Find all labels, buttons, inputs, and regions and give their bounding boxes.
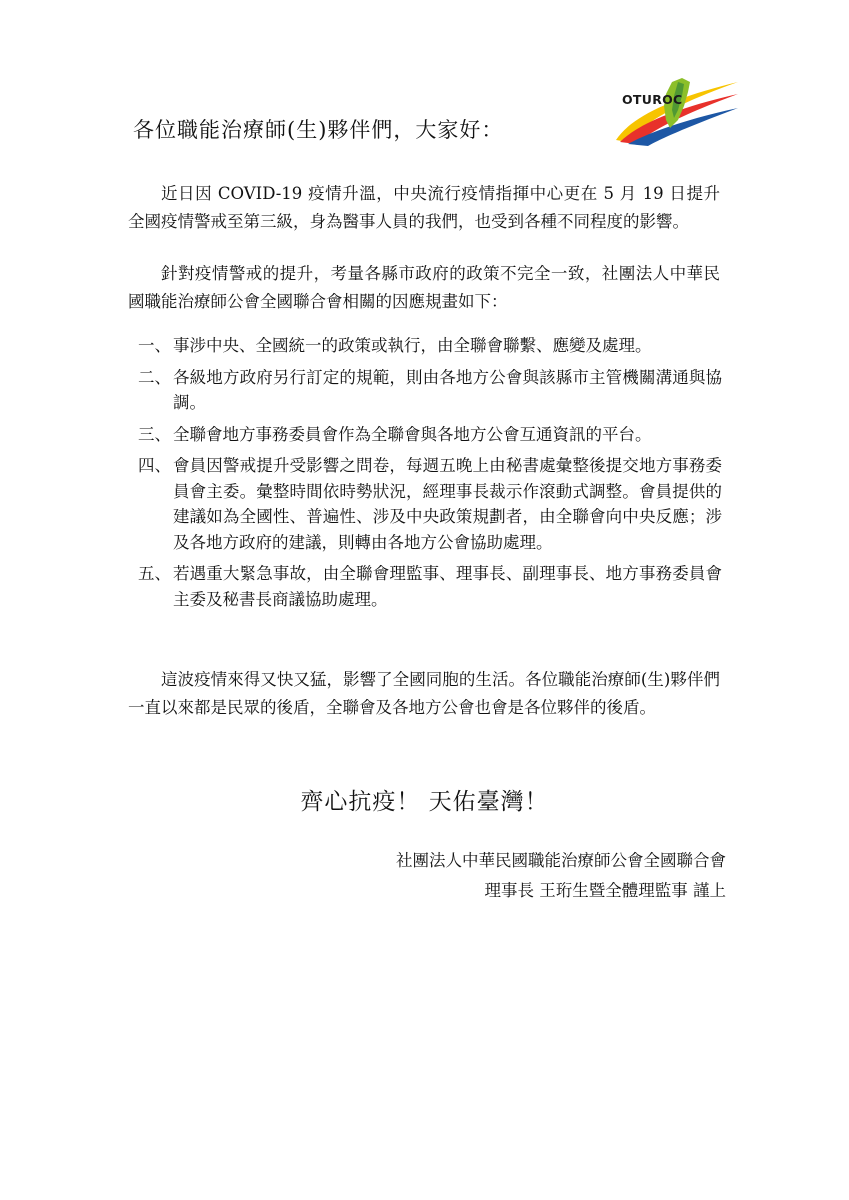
- policy-paragraph: 針對疫情警戒的提升，考量各縣市政府的政策不完全一致，社團法人中華民國職能治療師公會全國聯合會相關的因應規畫如下：: [128, 264, 720, 311]
- list-item-text: 若遇重大緊急事故，由全聯會理監事、理事長、副理事長、地方事務委員會主委及秘書長商議協助處理。: [173, 564, 722, 609]
- closing-paragraph: 這波疫情來得又快又猛，影響了全國同胞的生活。各位職能治療師(生)夥伴們一直以來都是民眾的後盾，全聯會及各地方公會也會是各位夥伴的後盾。: [128, 670, 720, 717]
- list-item: [138, 422, 722, 448]
- list-item-text: 事涉中央、全國統一的政策或執行，由全聯會聯繫、應變及處理。: [173, 336, 652, 355]
- list-item-number: 一、: [138, 336, 171, 355]
- list-item-text: 全聯會地方事務委員會作為全聯會與各地方公會互通資訊的平台。: [173, 424, 652, 444]
- list-item: [138, 561, 722, 612]
- list-item-text: 各級地方政府另行訂定的規範，則由各地方公會與該縣市主管機關溝通與協調。: [173, 367, 722, 412]
- list-item-number: 五、: [138, 564, 171, 583]
- signature-organization: 社團法人中華民國職能治療師公會全國聯合會: [396, 851, 726, 870]
- taiwan-swoosh-logo-icon: [612, 76, 742, 148]
- greeting-heading: 各位職能治療師(生)夥伴們，大家好：: [133, 118, 504, 142]
- signature-signer: 理事長 王珩生暨全體理監事 謹上: [484, 881, 726, 900]
- signature-block: [300, 846, 726, 906]
- list-item-number: 二、: [138, 367, 171, 387]
- intro-paragraph: 近日因 COVID-19 疫情升溫，中央流行疫情指揮中心更在 5 月 19 日提升全國疫情警戒至第三級，身為醫事人員的我們，也受到各種不同程度的影響。: [128, 184, 720, 231]
- list-item-number: 四、: [138, 456, 171, 475]
- list-item-text: 會員因警戒提升受影響之問卷，每週五晚上由秘書處彙整後提交地方事務委員會主委。彙整時間依時勢狀況，經理事長裁示作滾動式調整。會員提供的建議如為全國性、普遍性、涉及中央政策規劃者，由全聯會向中央反應；涉及各地方政府的建議，則轉由各地方公會協助處理。: [173, 456, 722, 552]
- list-item-number: 三、: [138, 424, 171, 444]
- oturoc-logo: [612, 76, 742, 148]
- list-item: [138, 333, 722, 359]
- logo-text: OTUROC: [622, 92, 683, 107]
- measures-list: [138, 333, 722, 618]
- slogan: 齊心抗疫！ 天佑臺灣！: [300, 789, 549, 815]
- list-item: [138, 453, 722, 555]
- list-item: [138, 365, 722, 416]
